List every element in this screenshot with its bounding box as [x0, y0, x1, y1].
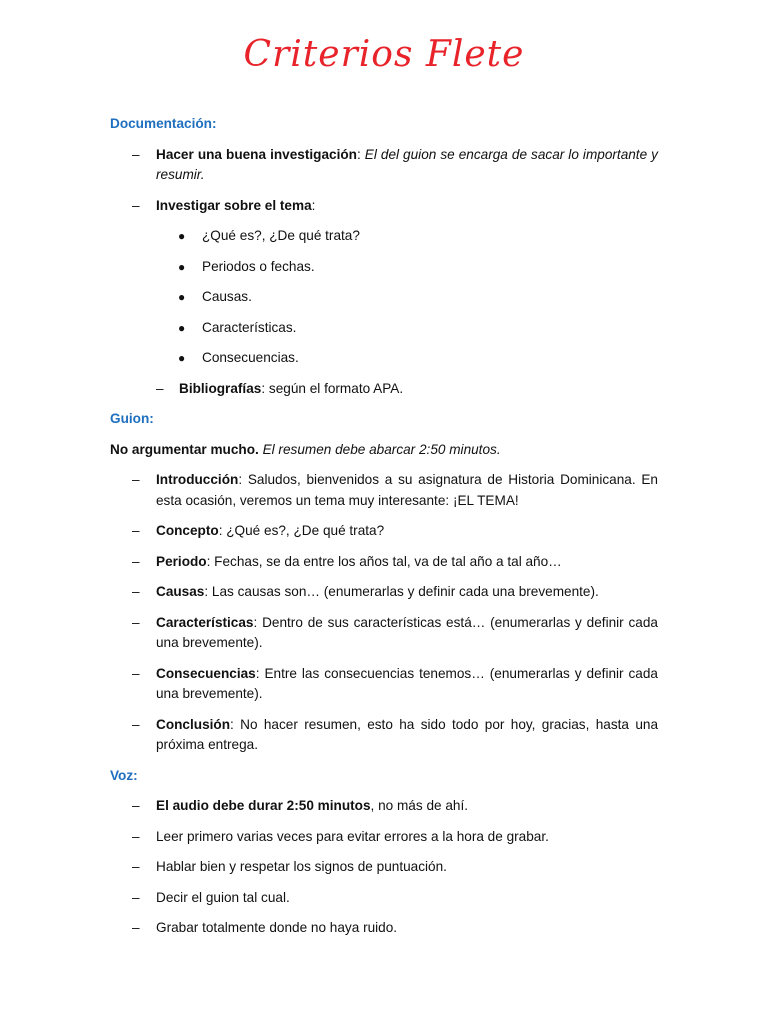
dash-marker: – — [132, 614, 140, 630]
item-label: Concepto — [156, 523, 219, 538]
item-text: : Dentro de sus características está… (enumerarlas y definir cada una brevemente). — [156, 614, 658, 650]
item-text: : según el formato APA. — [261, 380, 404, 396]
item-text: : Las causas son… (enumerarlas y definir cada una brevemente). — [204, 584, 599, 599]
bullet-text: ¿Qué es?, ¿De qué trata? — [202, 228, 360, 243]
item-text: , no más de ahí. — [370, 798, 469, 813]
intro-bold: No argumentar mucho. — [110, 441, 259, 457]
item-separator: : — [356, 146, 365, 162]
item-label: Causas — [156, 584, 205, 599]
item-label: Hacer una buena investigación — [156, 146, 357, 162]
bullet-item — [110, 287, 658, 308]
item-text: El del guion se encarga de sacar lo importante y resumir. — [156, 146, 658, 182]
item-text: : No hacer resumen, esto ha sido todo por hoy, gracias, hasta una próxima entrega. — [156, 716, 658, 752]
item-label: Características — [156, 614, 254, 630]
item-text: Grabar totalmente donde no haya ruido. — [156, 920, 398, 935]
item-label: Introducción — [156, 472, 239, 487]
bullet-text: Consecuencias. — [202, 350, 299, 365]
item-text: : ¿Qué es?, ¿De qué trata? — [218, 523, 385, 538]
bullet-icon: ● — [178, 259, 186, 274]
list-item — [110, 552, 658, 573]
dash-marker: – — [132, 716, 140, 732]
bullet-item — [110, 318, 658, 339]
dash-marker: – — [132, 553, 140, 569]
dash-marker: – — [132, 472, 140, 487]
section-heading-guion: Guion: — [110, 411, 154, 426]
item-text: : Saludos, bienvenidos a su asignatura de Historia Dominicana. En esta ocasión, veremos un tema muy interesante: ¡EL TEMA! — [156, 472, 658, 508]
dash-marker: – — [132, 523, 140, 538]
list-item — [110, 613, 658, 654]
dash-marker: – — [132, 920, 140, 935]
bullet-text: Características. — [202, 319, 297, 335]
list-item — [110, 664, 658, 705]
section-heading-voz: Voz: — [110, 767, 138, 783]
bullet-icon: ● — [178, 320, 186, 335]
bullet-text: Causas. — [202, 289, 252, 304]
guion-intro — [110, 440, 658, 461]
bullet-text: Periodos o fechas. — [202, 258, 315, 274]
list-item — [110, 145, 658, 186]
list-item — [110, 796, 658, 817]
bullet-item — [110, 226, 658, 247]
dash-marker: – — [156, 380, 164, 396]
dash-marker: – — [132, 197, 140, 213]
dash-marker: – — [132, 859, 140, 874]
document-title: Criterios Flete — [243, 34, 525, 75]
list-item — [110, 470, 658, 511]
item-label: Investigar sobre el tema — [156, 197, 312, 213]
section-heading-documentacion: Documentación: — [110, 116, 217, 131]
item-label: El audio debe durar 2:50 minutos — [156, 798, 371, 813]
dash-marker: – — [132, 889, 140, 905]
list-item — [110, 918, 658, 939]
bullet-icon: ● — [178, 229, 186, 243]
list-item-bibliografias — [110, 379, 658, 400]
item-text: : Fechas, se da entre los años tal, va de tal año a tal año… — [206, 553, 562, 569]
item-text: Leer primero varias veces para evitar errores a la hora de grabar. — [156, 828, 549, 844]
item-separator: : — [311, 197, 316, 213]
list-item — [110, 888, 658, 909]
list-item — [110, 196, 658, 217]
item-text: Hablar bien y respetar los signos de puntuación. — [156, 859, 447, 874]
item-label: Consecuencias — [156, 665, 256, 681]
item-label: Bibliografías — [179, 380, 262, 396]
list-item — [110, 521, 658, 542]
dash-marker: – — [132, 584, 140, 599]
bullet-icon: ● — [178, 290, 186, 304]
document-body — [110, 114, 658, 939]
intro-italic: El resumen debe abarcar 2:50 minutos. — [258, 441, 501, 457]
bullet-item — [110, 348, 658, 369]
dash-marker: – — [132, 665, 140, 681]
item-label: Conclusión — [156, 716, 231, 732]
item-text: Decir el guion tal cual. — [156, 889, 290, 905]
list-item — [110, 715, 658, 756]
bullet-item — [110, 257, 658, 278]
item-text: : Entre las consecuencias tenemos… (enumerarlas y definir cada una brevemente). — [156, 665, 658, 701]
dash-marker: – — [132, 828, 140, 844]
list-item — [110, 582, 658, 603]
list-item — [110, 857, 658, 878]
list-item — [110, 827, 658, 848]
dash-marker: – — [132, 146, 140, 162]
bullet-icon: ● — [178, 351, 186, 365]
item-label: Periodo — [156, 553, 207, 569]
dash-marker: – — [132, 798, 140, 813]
